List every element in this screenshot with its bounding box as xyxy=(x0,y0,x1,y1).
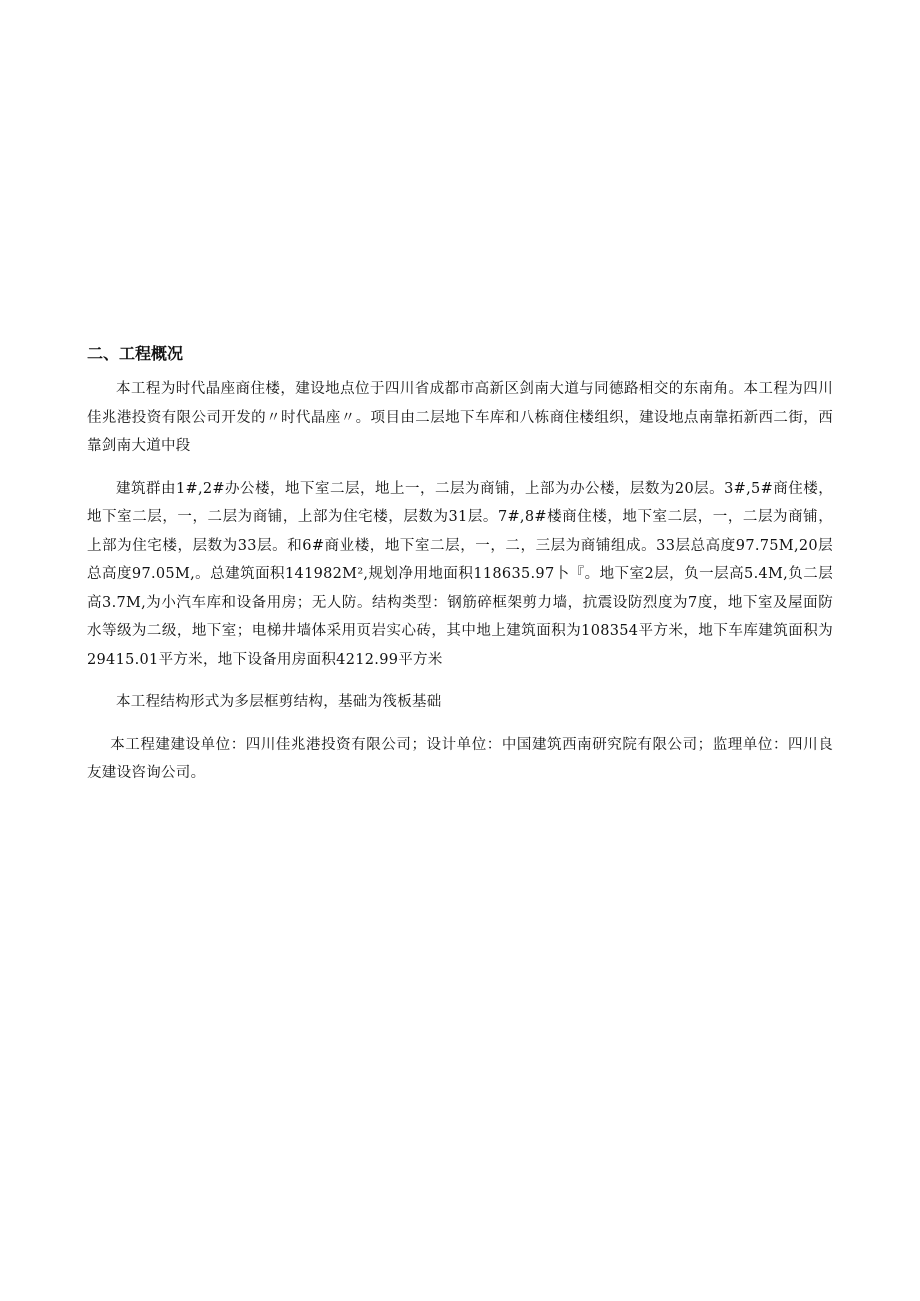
paragraph-structure-type: 本工程结构形式为多层框剪结构，基础为筏板基础 xyxy=(116,694,442,710)
paragraph-project-overview: 本工程为时代晶座商住楼，建设地点位于四川省成都市高新区剑南大道与同德路相交的东南角。本工程为四川佳兆港投资有限公司开发的〃时代晶座〃。项目由二层地下车库和八栋商住楼组织，建设地点南靠拓新西二街，西靠剑南大道中段 xyxy=(87,381,833,454)
document-body xyxy=(87,375,833,788)
section-heading: 二、工程概况 xyxy=(87,344,184,363)
paragraph-participating-units: 本工程建建设单位：四川佳兆港投资有限公司；设计单位：中国建筑西南研究院有限公司；监理单位：四川良友建设咨询公司。 xyxy=(87,736,833,781)
paragraph-building-details: 建筑群由1#,2#办公楼，地下室二层，地上一，二层为商铺，上部为办公楼，层数为20层。3#,5#商住楼，地下室二层，一，二层为商铺，上部为住宅楼，层数为31层。7#,8#楼商住楼，地下室二层，一，二层为商铺，上部为住宅楼，层数为33层。和6#商业楼，地下室二层，一，二，三层为商铺组成。33层总高度97.75M,20层总高度97.05M,。总建筑面积141982M²,规划净用地面积118635.97卜『。地下室2层，负一层高5.4M,负二层高3.7M,为小汽车库和设备用房；无人防。结构类型：钢筋碎框架剪力墙，抗震设防烈度为7度，地下室及屋面防水等级为二级，地下室；电梯井墙体采用页岩实心砖，其中地上建筑面积为108354平方米，地下车库建筑面积为29415.01平方米，地下设备用房面积4212.99平方米 xyxy=(87,480,833,668)
